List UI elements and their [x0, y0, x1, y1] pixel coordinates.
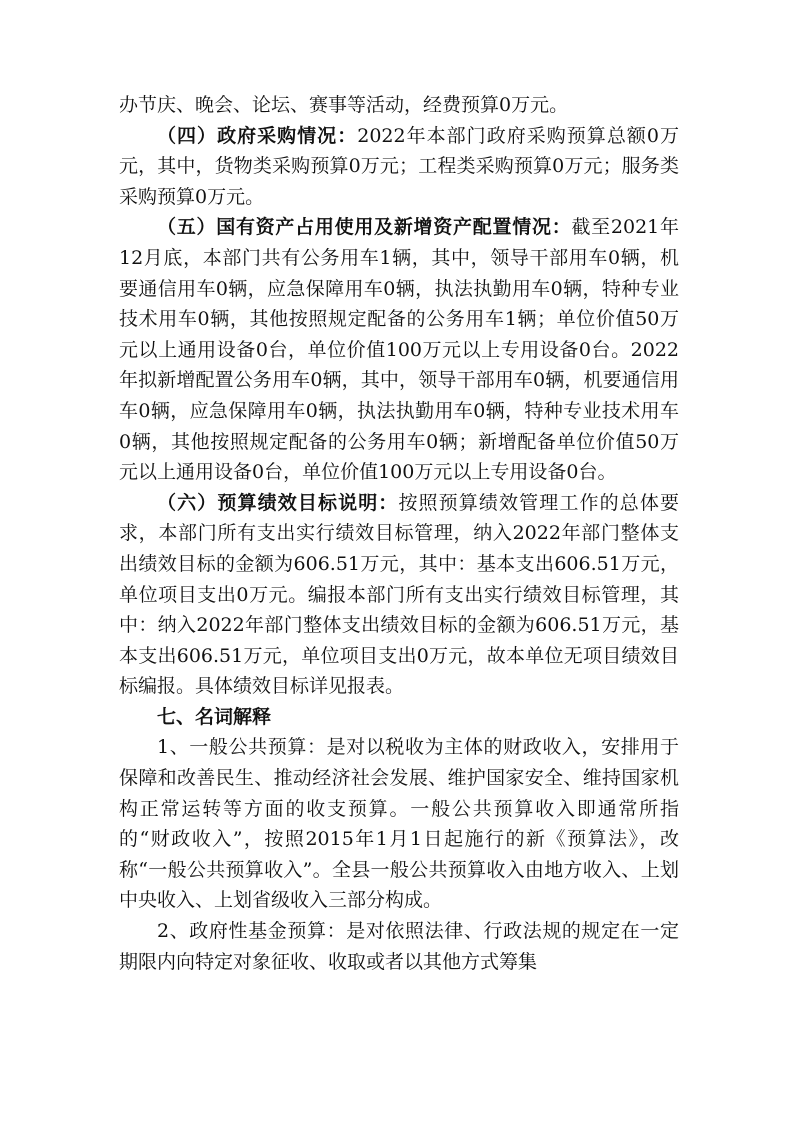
paragraph-text: 按照预算绩效管理工作的总体要求，本部门所有支出实行绩效目标管理，纳入2022年部门整体支出绩效目标的金额为606.51万元，其中：基本支出606.51万元，单位项目支出0万元。编报本部门所有支出实行绩效目标管理，其中：纳入2022年部门整体支出绩效目标的金额为606.51万元，基本支出606.51万元，单位项目支出0万元，故本单位无项目绩效目标编报。具体绩效目标详见报表。 — [119, 491, 679, 698]
section-heading: 七、名词解释 — [157, 705, 272, 728]
paragraph-lead: （六）预算绩效目标说明： — [157, 491, 399, 514]
paragraph-lead: （五）国有资产占用使用及新增资产配置情况： — [157, 216, 572, 239]
paragraph-text: 截至2021年12月底，本部门共有公务用车1辆，其中，领导干部用车0辆，机要通信用车0辆，应急保障用车0辆，执法执勤用车0辆，特种专业技术用车0辆，其他按照规定配备的公务用车1辆；单位价值50万元以上通用设备0台，单位价值100万元以上专用设备0台。2022年拟新增配置公务用车0辆，其中，领导干部用车0辆，机要通信用车0辆，应急保障用车0辆，执法执勤用车0辆，特种专业技术用车0辆，其他按照规定配备的公务用车0辆；新增配备单位价值50万元以上通用设备0台，单位价值100万元以上专用设备0台。 — [119, 216, 679, 484]
paragraph-performance-goals — [119, 488, 679, 702]
paragraph-text: 办节庆、晚会、论坛、赛事等活动，经费预算0万元。 — [119, 94, 569, 116]
paragraph-lead: （四）政府采购情况： — [157, 124, 358, 147]
paragraph-state-assets — [119, 212, 679, 487]
definition-fund-budget: 2、政府性基金预算：是对依照法律、行政法规的规定在一定期限内向特定对象征收、收取或者以其他方式筹集 — [119, 920, 679, 973]
paragraph-continuation — [119, 90, 679, 121]
definition-general-budget: 1、一般公共预算：是对以税收为主体的财政收入，安排用于保障和改善民生、推动经济社会发展、维护国家安全、维持国家机构正常运转等方面的收支预算。一般公共预算收入即通常所指的“财政收入”，按照2015年1月1日起施行的新《预算法》，改称“一般公共预算收入”。全县一般公共预算收入由地方收入、上划中央收入、上划省级收入三部分构成。 — [119, 736, 679, 912]
document-page — [119, 90, 679, 977]
paragraph-text: 2022年本部门政府采购预算总额0万元，其中，货物类采购预算0万元；工程类采购预算0万元；服务类采购预算0万元。 — [119, 124, 679, 208]
paragraph-procurement — [119, 121, 679, 213]
